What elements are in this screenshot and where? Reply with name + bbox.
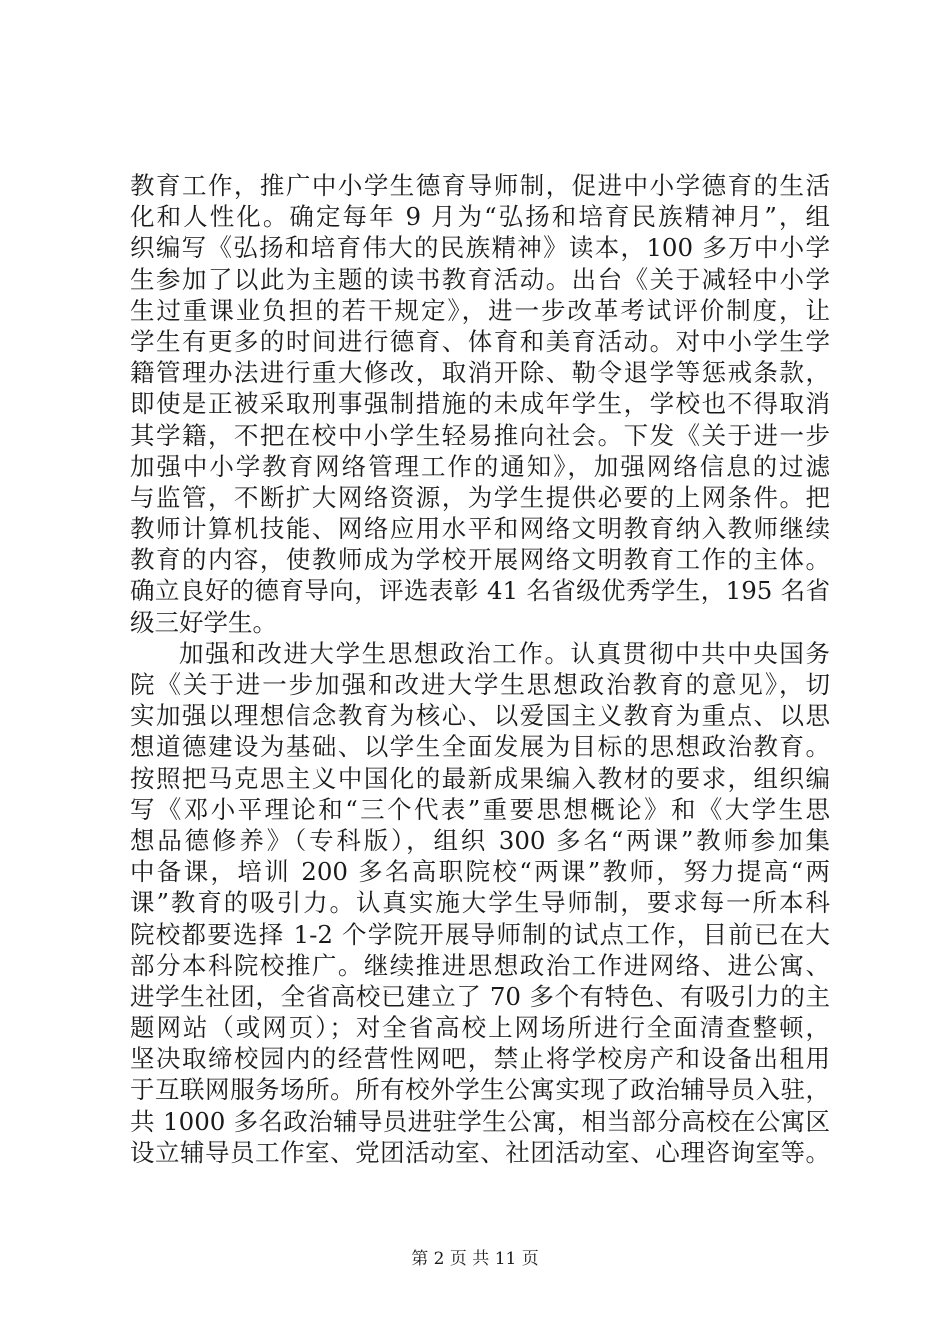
text-line: 想品德修养》（专科版），组织 300 多名“两课”教师参加集 xyxy=(130,825,830,855)
document-body xyxy=(130,170,830,1168)
text-line: 教育的内容，使教师成为学校开展网络文明教育工作的主体。 xyxy=(130,545,830,575)
text-line: 进学生社团，全省高校已建立了 70 多个有特色、有吸引力的主 xyxy=(130,981,830,1011)
text-line: 教师计算机技能、网络应用水平和网络文明教育纳入教师继续 xyxy=(130,514,830,544)
text-line: 化和人性化。确定每年 9 月为“弘扬和培育民族精神月”，组 xyxy=(130,202,830,232)
text-line: 生过重课业负担的若干规定》，进一步改革考试评价制度，让 xyxy=(130,295,830,325)
page-number-footer: 第 2 页 共 11 页 xyxy=(411,1249,539,1269)
text-line: 织编写《弘扬和培育伟大的民族精神》读本，100 多万中小学 xyxy=(130,233,830,263)
text-line: 院《关于进一步加强和改进大学生思想政治教育的意见》，切 xyxy=(130,670,830,699)
text-line: 即使是正被采取刑事强制措施的未成年学生，学校也不得取消 xyxy=(130,389,830,419)
text-line: 坚决取缔校园内的经营性网吧，禁止将学校房产和设备出租用 xyxy=(130,1044,830,1074)
text-line: 加强中小学教育网络管理工作的通知》，加强网络信息的过滤 xyxy=(130,451,830,481)
text-line: 共 1000 多名政治辅导员进驻学生公寓，相当部分高校在公寓区 xyxy=(130,1106,830,1136)
text-line: 院校都要选择 1-2 个学院开展导师制的试点工作，目前已在大 xyxy=(130,919,830,949)
text-line: 中备课，培训 200 多名高职院校“两课”教师，努力提高“两 xyxy=(130,857,830,887)
text-line: 与监管，不断扩大网络资源，为学生提供必要的上网条件。把 xyxy=(130,482,830,512)
text-line: 确立良好的德育导向，评选表彰 41 名省级优秀学生，195 名省 xyxy=(130,576,830,606)
text-line: 级三好学生。 xyxy=(130,607,277,637)
text-line: 学生有更多的时间进行德育、体育和美育活动。对中小学生学 xyxy=(130,326,830,356)
paragraph-first-line: 加强和改进大学生思想政治工作。认真贯彻中共中央国务 xyxy=(179,638,830,668)
text-line: 于互联网服务场所。所有校外学生公寓实现了政治辅导员入驻， xyxy=(130,1075,830,1105)
text-line: 教育工作，推广中小学生德育导师制，促进中小学德育的生活 xyxy=(130,171,830,200)
text-line: 生参加了以此为主题的读书教育活动。出台《关于减轻中小学 xyxy=(130,264,830,294)
text-line: 籍管理办法进行重大修改，取消开除、勒令退学等惩戒条款， xyxy=(130,358,830,388)
text-line: 写《邓小平理论和“三个代表”重要思想概论》和《大学生思 xyxy=(130,794,830,824)
text-line: 部分本科院校推广。继续推进思想政治工作进网络、进公寓、 xyxy=(130,950,830,980)
text-line: 设立辅导员工作室、党团活动室、社团活动室、心理咨询室等。 xyxy=(130,1137,830,1167)
text-line: 实加强以理想信念教育为核心、以爱国主义教育为重点、以思 xyxy=(130,701,830,731)
text-line: 按照把马克思主义中国化的最新成果编入教材的要求，组织编 xyxy=(130,763,830,793)
text-line: 题网站（或网页）；对全省高校上网场所进行全面清查整顿， xyxy=(130,1013,830,1043)
text-line: 其学籍，不把在校中小学生轻易推向社会。下发《关于进一步 xyxy=(130,420,830,450)
text-line: 课”教育的吸引力。认真实施大学生导师制，要求每一所本科 xyxy=(130,888,830,918)
text-line: 想道德建设为基础、以学生全面发展为目标的思想政治教育。 xyxy=(130,732,830,762)
